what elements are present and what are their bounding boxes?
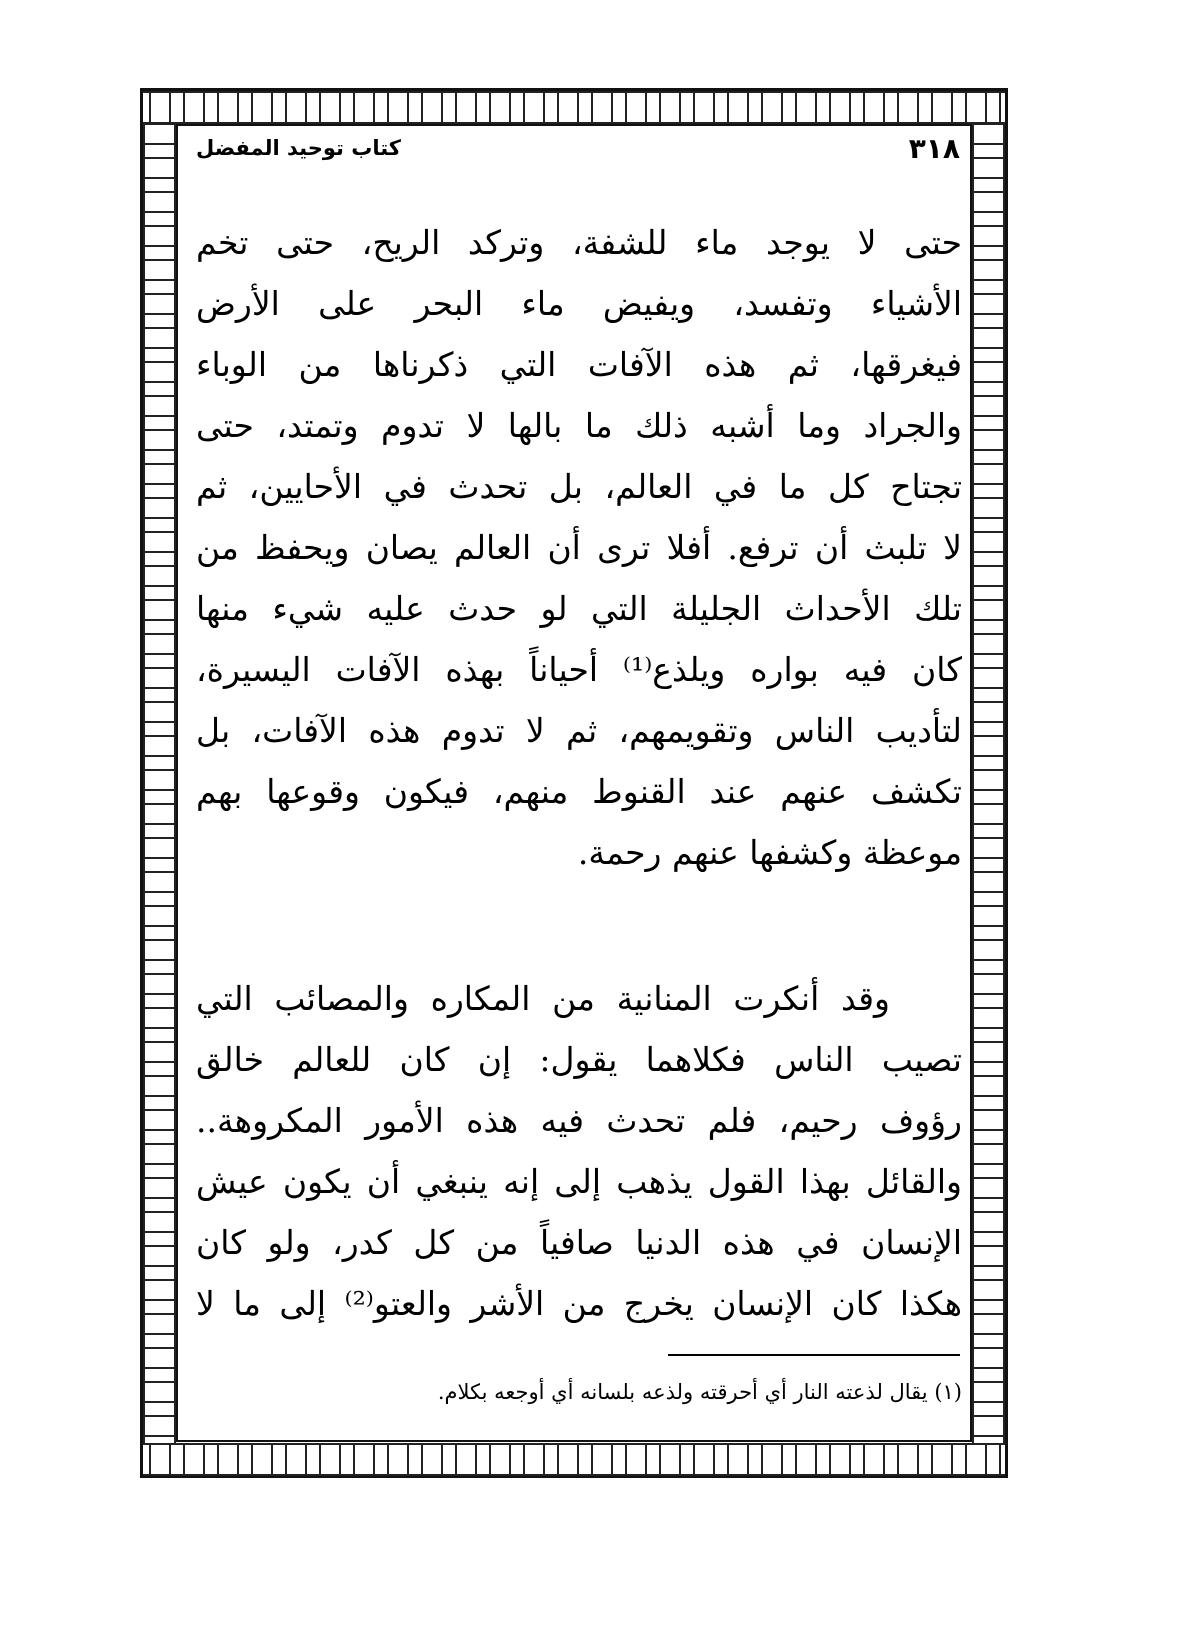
- text-line: والقائل بهذا القول يذهب إلى إنه ينبغي أن يكون عيش: [196, 1162, 962, 1201]
- text-line: لتأديب الناس وتقويمهم، ثم لا تدوم هذه الآفات، بل: [196, 711, 962, 750]
- text-line: الأشياء وتفسد، ويفيض ماء البحر على الأرض: [196, 284, 962, 323]
- running-head-title: كتاب توحيد المفضل: [196, 136, 401, 160]
- text-line: فيغرقها، ثم هذه الآفات التي ذكرناها من الوباء: [196, 345, 962, 384]
- paragraph-1: [196, 212, 962, 883]
- text-line: كان فيه بواره ويلذع⁽¹⁾ أحياناً بهذه الآفات اليسيرة،: [196, 650, 962, 689]
- ornamental-border-right: [972, 124, 1005, 1443]
- footnote: (١) يقال لذعته النار أي أحرقته ولذعه بلسانه أي أوجعه بكلام.: [437, 1380, 962, 1404]
- ornamental-border-left: [143, 124, 176, 1443]
- text-line: لا تلبث أن ترفع. أفلا ترى أن العالم يصان ويحفظ من: [196, 528, 962, 567]
- ornamental-border-top: [143, 91, 1005, 124]
- ornamental-border-bottom: [143, 1443, 1005, 1476]
- text-line: هكذا كان الإنسان يخرج من الأشر والعتو⁽²⁾ إلى ما لا: [196, 1284, 962, 1323]
- text-line: والجراد وما أشبه ذلك ما بالها لا تدوم وتمتد، حتى: [196, 406, 962, 445]
- text-line: تكشف عنهم عند القنوط منهم، فيكون وقوعها بهم: [196, 772, 962, 811]
- text-line: تلك الأحداث الجليلة التي لو حدث عليه شيء منها: [196, 589, 962, 628]
- page-number: ٣١٨: [908, 132, 960, 165]
- text-line: تجتاح كل ما في العالم، بل تحدث في الأحايين، ثم: [196, 467, 962, 506]
- paragraph-2: [196, 968, 962, 1334]
- text-line: وقد أنكرت المنانية من المكاره والمصائب التي: [196, 979, 890, 1018]
- text-line: رؤوف رحيم، فلم تحدث فيه هذه الأمور المكروهة..: [196, 1101, 962, 1140]
- text-line: حتى لا يوجد ماء للشفة، وتركد الريح، حتى تخم: [196, 223, 962, 262]
- text-line: الإنسان في هذه الدنيا صافياً من كل كدر، ولو كان: [196, 1223, 962, 1262]
- text-line: موعظة وكشفها عنهم رحمة.: [577, 833, 962, 872]
- footnote-divider: [668, 1354, 960, 1356]
- text-line: تصيب الناس فكلاهما يقول: إن كان للعالم خالق: [196, 1040, 962, 1079]
